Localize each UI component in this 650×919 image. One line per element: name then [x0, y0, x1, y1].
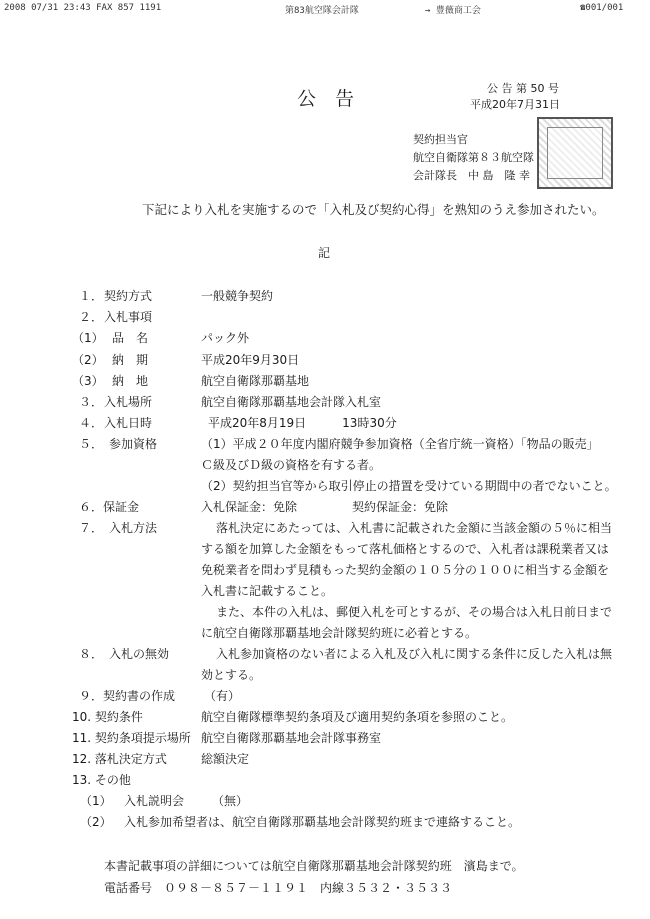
- fax-icon: ☎: [580, 3, 586, 13]
- notice-date: 平成20年7月31日: [470, 98, 560, 111]
- qualification-line: Ｃ級及びＤ級の資格を有する者。: [201, 458, 382, 472]
- fax-sender: 第83航空隊会計隊: [285, 6, 359, 16]
- qualification-line: （1）平成２０年度内閣府競争参加資格（全省庁統一資格）「物品の販売」: [201, 437, 599, 451]
- bid-deposit: 入札保証金：免除: [201, 500, 298, 514]
- invalid-label: ８． 入札の無効: [79, 647, 170, 661]
- issuer-name: 会計隊長 中 島 隆 幸: [413, 169, 530, 182]
- method-line: 免税業者を問わず見積もった契約金額の１０５分の１００に相当する金額を: [201, 563, 610, 577]
- method-label: ７． 入札方法: [79, 521, 158, 535]
- footer-contact: 本書記載事項の詳細については航空自衛隊那覇基地会計隊契約班 濱島まで。: [104, 859, 524, 873]
- method-line: また、本件の入札は、郵便入札を可とするが、その場合は入札日前日まで: [216, 605, 613, 619]
- qualification-line: （2）契約担当官等から取引停止の措置を受けている期間中の者でないこと。: [201, 479, 617, 493]
- footer-phone: 電話番号 ０９８－８５７－１１９１ 内線３５３２・３５３３: [104, 881, 453, 895]
- fax-page: ☎001/001: [580, 3, 624, 13]
- ki-heading: 記: [318, 246, 331, 260]
- fax-datetime: 2008 07/31 23:43 FAX 857 1191: [4, 3, 162, 13]
- notice-number: 公 告 第 50 号: [487, 82, 559, 95]
- fax-recipient: → 豊薇商工会: [425, 6, 481, 16]
- method-line: 落札決定にあたっては、入札書に記載された金額に当該金額の５％に相当: [216, 521, 613, 535]
- method-line: する額を加算した金額をもって落札価格とするので、入札者は課税業者又は: [201, 542, 609, 556]
- intro-text: 下記により入札を実施するので「入札及び契約心得」を熟知のうえ参加されたい。: [142, 202, 605, 217]
- qualification-label: ５． 参加資格: [79, 437, 158, 451]
- issuer-title: 契約担当官: [413, 133, 468, 146]
- contract-deposit: 契約保証金：免除: [352, 500, 449, 514]
- deposit-label: ６．保証金: [79, 500, 140, 514]
- page-title: 公 告: [297, 88, 355, 110]
- issuer-organization: 航空自衛隊第８３航空隊: [413, 151, 534, 164]
- official-seal-stamp: [537, 117, 613, 189]
- invalid-line: 入札参加資格のない者による入札及び入札に関する条件に反した入札は無: [216, 647, 613, 661]
- invalid-line: 効とする。: [201, 668, 262, 682]
- method-line: 入札書に記載すること。: [201, 584, 334, 598]
- method-line: に航空自衛隊那覇基地会計隊契約班に必着とする。: [201, 626, 478, 640]
